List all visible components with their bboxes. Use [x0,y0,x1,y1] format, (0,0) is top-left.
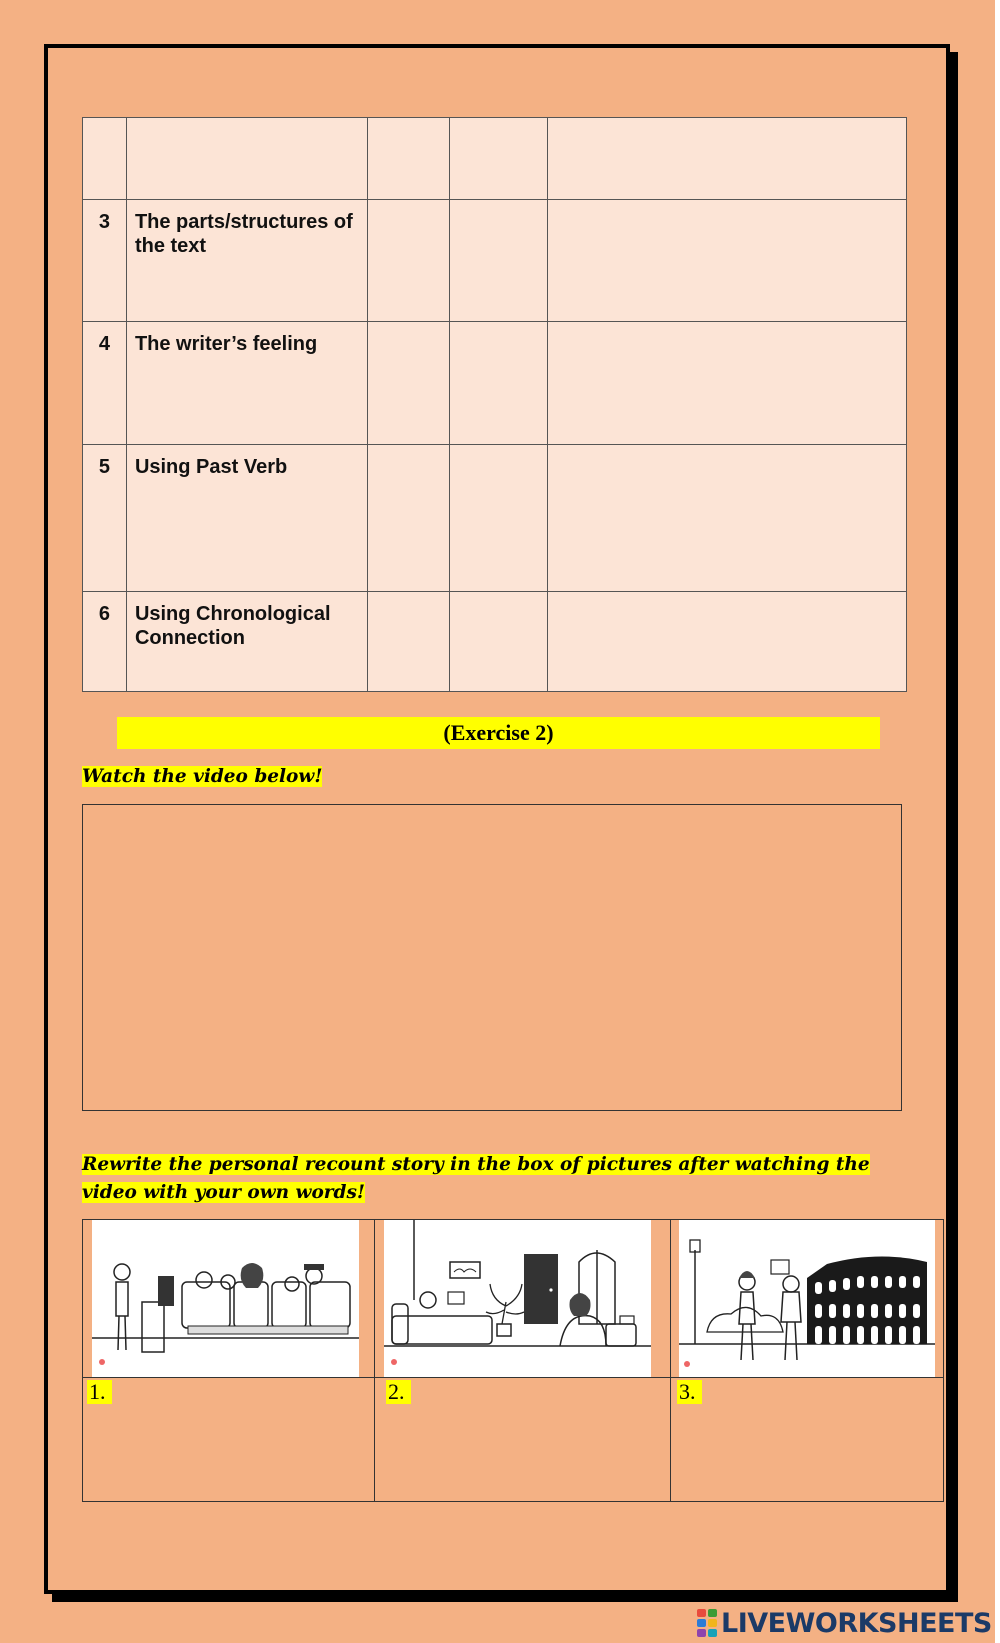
brand-text: LIVEWORKSHEETS [721,1607,992,1639]
answer-cell[interactable] [449,322,547,445]
row-label: Using Chronological Connection [126,592,367,692]
exercise-title: (Exercise 2) [117,717,880,749]
logo-mark-icon [697,1609,717,1637]
airplane-cabin-illustration [92,1220,359,1377]
criteria-table [82,117,907,692]
rewrite-instruction [82,1150,922,1206]
row-number: 6 [83,592,127,692]
row-number: 3 [83,200,127,322]
picture-divider [83,1377,374,1378]
living-room-icon [384,1220,651,1377]
row-number: 5 [83,445,127,592]
answer-cell[interactable] [449,592,547,692]
answer-cell[interactable] [449,445,547,592]
colosseum-illustration [679,1220,935,1377]
row-number: 4 [83,322,127,445]
table-row [83,200,907,322]
picture-label: 3. [677,1380,702,1404]
answer-cell[interactable] [367,592,449,692]
note-cell[interactable] [547,592,906,692]
picture-box-1 [82,1219,375,1502]
watch-instruction [82,763,322,790]
row-number [83,118,127,200]
answer-cell[interactable] [449,200,547,322]
picture-label: 2. [386,1380,411,1404]
note-cell[interactable] [547,118,906,200]
picture-label: 1. [87,1380,112,1404]
watch-instruction-text: Watch the video below! [82,766,323,787]
answer-cell[interactable] [367,200,449,322]
liveworksheets-logo[interactable] [697,1607,992,1639]
airplane-cabin-icon [92,1220,359,1377]
table-row [83,118,907,200]
living-room-illustration [384,1220,651,1377]
page-edge [995,0,1000,1643]
colosseum-icon [679,1220,935,1377]
answer-cell[interactable] [449,118,547,200]
rewrite-instruction-text: Rewrite the personal recount story in the box of pictures after watching the video with your own words! [82,1154,870,1203]
row-label: The writer’s feeling [126,322,367,445]
note-cell[interactable] [547,322,906,445]
note-cell[interactable] [547,200,906,322]
answer-cell[interactable] [367,445,449,592]
picture-box-2 [374,1219,671,1502]
picture-divider [671,1377,943,1378]
picture-table [82,1219,944,1502]
picture-box-3 [670,1219,944,1502]
table-row [83,592,907,692]
answer-cell[interactable] [367,322,449,445]
row-label: Using Past Verb [126,445,367,592]
row-label [126,118,367,200]
picture-divider [375,1377,670,1378]
table-row [83,445,907,592]
row-label: The parts/structures of the text [126,200,367,322]
video-embed[interactable] [82,804,902,1111]
note-cell[interactable] [547,445,906,592]
answer-cell[interactable] [367,118,449,200]
table-row [83,322,907,445]
